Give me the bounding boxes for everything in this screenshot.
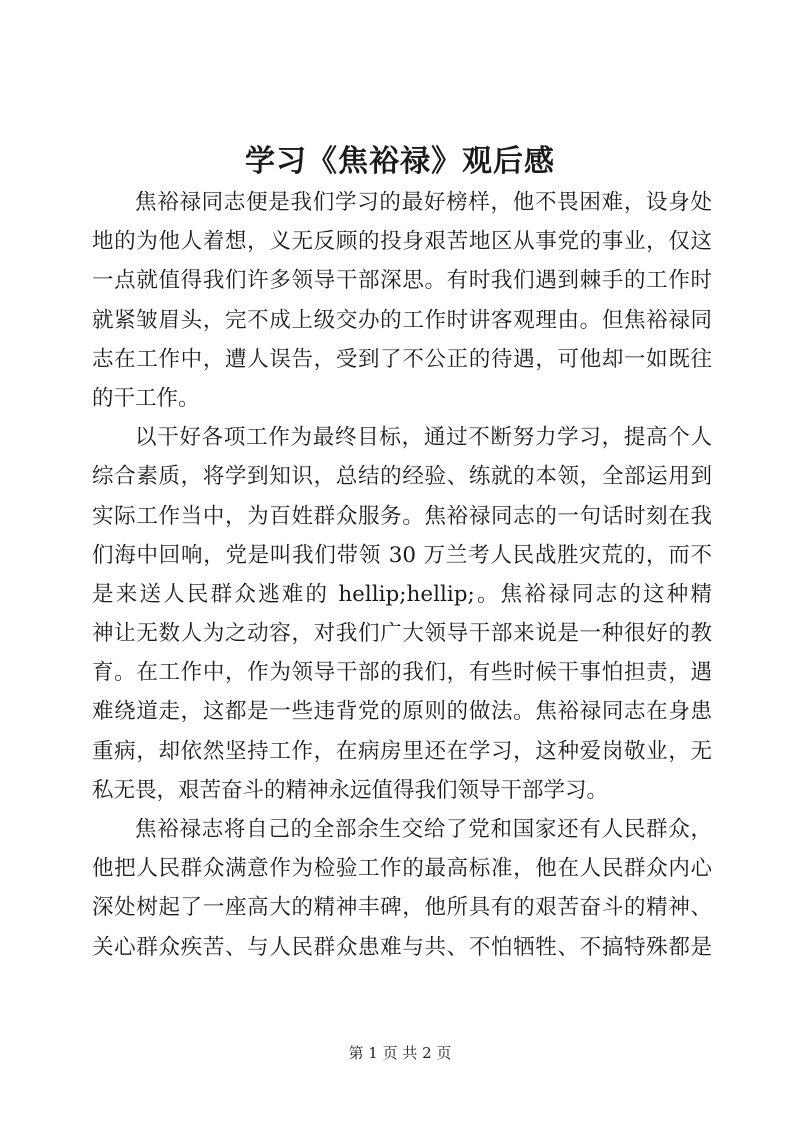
text-line: 深处树起了一座高大的精神丰碑，他所具有的艰苦奋斗的精神、 xyxy=(92,895,712,921)
text-line: 的干工作。 xyxy=(92,385,200,411)
text-line: 焦裕禄志将自己的全部余生交给了党和国家还有人民群众， xyxy=(135,817,712,842)
text-line: 神让无数人为之动容，对我们广大领导干部来说是一种很好的教 xyxy=(92,621,712,647)
text-line: 志在工作中，遭人误告，受到了不公正的待遇，可他却一如既往 xyxy=(92,346,712,372)
text-line: 以干好各项工作为最终目标，通过不断努力学习，提高个人 xyxy=(135,425,712,451)
text-line: 就紧皱眉头，完不成上级交办的工作时讲客观理由。但焦裕禄同 xyxy=(92,307,712,333)
text-line: 实际工作当中，为百姓群众服务。焦裕禄同志的一句话时刻在我 xyxy=(92,503,712,529)
paragraph-3 xyxy=(92,810,712,967)
document-body xyxy=(92,183,712,967)
page-title: 学习《焦裕禄》观后感 xyxy=(245,144,555,179)
text-line: 私无畏，艰苦奋斗的精神永远值得我们领导干部学习。 xyxy=(92,777,609,803)
text-line: 难绕道走，这都是一些违背党的原则的做法。焦裕禄同志在身患 xyxy=(92,699,712,725)
text-line: 地的为他人着想，义无反顾的投身艰苦地区从事党的事业，仅这 xyxy=(92,229,712,255)
text-line: 育。在工作中，作为领导干部的我们，有些时候干事怕担责，遇 xyxy=(92,660,712,686)
paragraph-2 xyxy=(92,418,712,810)
text-line: 焦裕禄同志便是我们学习的最好榜样，他不畏困难，设身处 xyxy=(135,190,712,215)
text-line: 综合素质，将学到知识，总结的经验、练就的本领，全部运用到 xyxy=(92,464,712,490)
text-line: 重病，却依然坚持工作，在病房里还在学习，这种爱岗敬业，无 xyxy=(92,738,712,764)
text-line: 一点就值得我们许多领导干部深思。有时我们遇到棘手的工作时 xyxy=(92,268,712,294)
text-line: 关心群众疾苦、与人民群众患难与共、不怕牺牲、不搞特殊都是 xyxy=(92,934,712,960)
page-footer: 第 1 页 共 2 页 xyxy=(348,1044,452,1062)
text-line: 他把人民群众满意作为检验工作的最高标准，他在人民群众内心 xyxy=(92,856,712,882)
paragraph-1 xyxy=(92,183,712,418)
text-line: 是来送人民群众逃难的 hellip;hellip;。焦裕禄同志的这种精 xyxy=(92,581,712,607)
text-line: 们海中回响，党是叫我们带领 30 万兰考人民战胜灾荒的，而不 xyxy=(92,542,712,568)
